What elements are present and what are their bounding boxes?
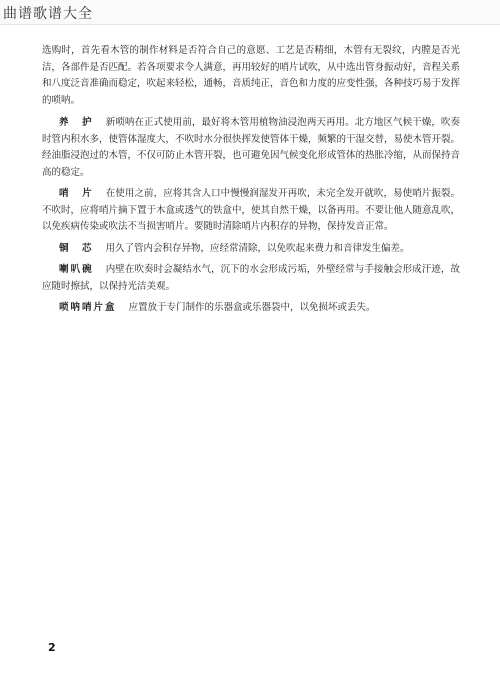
section-term: 铜 芯 — [59, 242, 94, 254]
section-text: 新唢呐在正式使用前，最好将木管用植物油浸泡两天再用。北方地区气候干燥，吹奏时管内积水多，使管体湿度大，不吹时水分很快挥发使管体干燥，频繁的干湿交替，易使木管开裂。经油脂浸泡过的木管，不仅可防止木管开裂，也可避免因气候变化形成管体的热胀冷缩，从而保持音高的稳定。 — [42, 117, 461, 178]
document-body — [42, 43, 460, 322]
section-text: 应置放于专门制作的乐器盒或乐器袋中，以免损坏或丢失。 — [128, 302, 376, 313]
section-term: 养 护 — [59, 117, 94, 128]
section-reed — [42, 186, 460, 236]
site-header — [0, 0, 500, 25]
intro-paragraph: 选购时，首先看木管的制作材料是否符合自己的意愿、工艺是否精细，木管有无裂纹，内膛是否光洁，各部件是否匹配。若各项要求令人满意，再用较好的哨片试吹，从中选出管身振动好，音程关系和八度泛音准确而稳定，吹起来轻松，通畅，音质纯正，音色和力度的应变性强，各种技巧易于发挥的唢呐。 — [42, 45, 461, 106]
section-copper-core — [42, 241, 460, 258]
section-text: 内壁在吹奏时会凝结水气，沉下的水会形成污垢，外壁经常与手接触会形成汗迹，故应随时擦拭，以保持光洁美观。 — [42, 264, 460, 292]
section-maintenance — [42, 115, 460, 181]
section-term: 唢呐哨片盒 — [59, 302, 117, 313]
section-text: 在使用之前，应将其含人口中慢慢润湿发开再吹，未完全发开就吹，易使哨片振裂。不吹时，应将哨片摘下置于木盒或透气的铁盒中，使其自然干燥，以备再用。不要让他人随意乱吹，以免疾病传染或吹法不当损害哨片。要随时清除哨片内积存的异物，保持发音正常。 — [42, 188, 461, 232]
page-number: 2 — [48, 641, 56, 654]
section-bell — [42, 262, 460, 295]
section-term: 哨 片 — [59, 188, 94, 199]
section-reed-box — [42, 300, 460, 317]
section-text: 用久了管内会积存异物，应经常清除，以免吹起来费力和音律发生偏差。 — [105, 242, 410, 254]
site-title: 曲谱歌谱大全 — [3, 6, 93, 22]
section-term: 喇叭碗 — [59, 264, 94, 275]
